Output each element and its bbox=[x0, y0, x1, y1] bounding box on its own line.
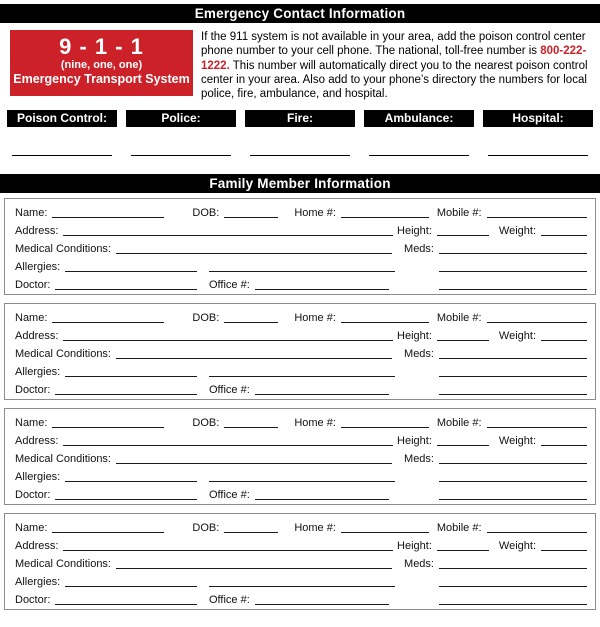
address-field-line[interactable] bbox=[63, 340, 393, 341]
dob-label: DOB: bbox=[192, 312, 220, 325]
instructions-text-after: This number will automatically direct you to the nearest poison control center in your area. Also add to your phone’s directory the numbers for local police, fire, ambulance, and hospital. bbox=[201, 59, 588, 101]
doctor-label: Doctor: bbox=[15, 384, 51, 397]
name-row bbox=[15, 517, 587, 535]
medical-conditions-field-line[interactable] bbox=[116, 568, 392, 569]
911-subtitle: Emergency Transport System bbox=[13, 72, 190, 86]
hospital-number-line[interactable] bbox=[488, 155, 588, 156]
office-phone-field-line[interactable] bbox=[255, 289, 389, 290]
allergies-label: Allergies: bbox=[15, 576, 61, 589]
office-phone-label: Office #: bbox=[209, 279, 250, 292]
allergies-group bbox=[15, 576, 197, 589]
doctor-row bbox=[15, 274, 587, 292]
family-member-block bbox=[4, 303, 596, 400]
medical-conditions-label: Medical Conditions: bbox=[15, 348, 111, 361]
dob-field-line[interactable] bbox=[224, 322, 278, 323]
name-row bbox=[15, 202, 587, 220]
allergies-label: Allergies: bbox=[15, 366, 61, 379]
weight-label: Weight: bbox=[498, 225, 536, 238]
contact-label-poison-control: Poison Control: bbox=[7, 110, 117, 127]
address-row bbox=[15, 220, 587, 238]
contact-label-hospital: Hospital: bbox=[483, 110, 593, 127]
doctor-row bbox=[15, 379, 587, 397]
police-number-line[interactable] bbox=[131, 155, 231, 156]
poison-control-number-line[interactable] bbox=[12, 155, 112, 156]
doctor-group bbox=[15, 594, 197, 607]
allergies-row bbox=[15, 361, 587, 379]
medical-conditions-row bbox=[15, 238, 587, 256]
home-phone-field-line[interactable] bbox=[341, 532, 429, 533]
meds-field-line[interactable] bbox=[439, 463, 587, 464]
address-row bbox=[15, 535, 587, 553]
fire-number-line[interactable] bbox=[250, 155, 350, 156]
911-phonetic: (nine, one, one) bbox=[60, 59, 143, 71]
top-section bbox=[10, 30, 597, 101]
address-label: Address: bbox=[15, 435, 59, 448]
dob-label: DOB: bbox=[192, 417, 220, 430]
doctor-group bbox=[15, 279, 197, 292]
name-field-line[interactable] bbox=[52, 322, 164, 323]
allergies-field-line[interactable] bbox=[65, 586, 197, 587]
doctor-group bbox=[15, 489, 197, 502]
address-row bbox=[15, 325, 587, 343]
contact-label-ambulance: Ambulance: bbox=[364, 110, 474, 127]
instructions-text-before: If the 911 system is not available in your area, add the poison control center phone number to your cell phone. The national, toll-free number is bbox=[201, 31, 586, 58]
meds-extra-line-1[interactable] bbox=[439, 586, 587, 587]
height-field-line[interactable] bbox=[437, 550, 489, 551]
family-member-header bbox=[0, 174, 600, 193]
height-field-line[interactable] bbox=[437, 340, 489, 341]
allergies-extra-line[interactable] bbox=[209, 481, 395, 482]
home-phone-field-line[interactable] bbox=[341, 427, 429, 428]
contact-label-police: Police: bbox=[126, 110, 236, 127]
name-field-line[interactable] bbox=[52, 427, 164, 428]
mobile-phone-label: Mobile #: bbox=[436, 312, 482, 325]
medical-conditions-field-line[interactable] bbox=[116, 358, 392, 359]
office-phone-field-line[interactable] bbox=[255, 604, 389, 605]
doctor-field-line[interactable] bbox=[55, 604, 197, 605]
mobile-phone-field-line[interactable] bbox=[487, 217, 587, 218]
doctor-row bbox=[15, 589, 587, 607]
mobile-phone-field-line[interactable] bbox=[487, 322, 587, 323]
weight-field-line[interactable] bbox=[541, 235, 587, 236]
office-phone-label: Office #: bbox=[209, 384, 250, 397]
home-phone-field-line[interactable] bbox=[341, 217, 429, 218]
family-member-block bbox=[4, 408, 596, 505]
mobile-phone-label: Mobile #: bbox=[436, 522, 482, 535]
meds-extra-line-1[interactable] bbox=[439, 481, 587, 482]
height-field-line[interactable] bbox=[437, 235, 489, 236]
meds-field-line[interactable] bbox=[439, 358, 587, 359]
address-label: Address: bbox=[15, 540, 59, 553]
dob-field-line[interactable] bbox=[224, 217, 278, 218]
medical-conditions-row bbox=[15, 448, 587, 466]
height-label: Height: bbox=[397, 540, 432, 553]
allergies-field-line[interactable] bbox=[65, 481, 197, 482]
name-label: Name: bbox=[15, 417, 48, 430]
weight-field-line[interactable] bbox=[541, 550, 587, 551]
weight-label: Weight: bbox=[498, 330, 536, 343]
home-phone-label: Home #: bbox=[294, 312, 336, 325]
address-field-line[interactable] bbox=[63, 550, 393, 551]
doctor-label: Doctor: bbox=[15, 279, 51, 292]
home-phone-label: Home #: bbox=[294, 417, 336, 430]
meds-label: Meds: bbox=[404, 453, 434, 466]
allergies-extra-line[interactable] bbox=[209, 586, 395, 587]
allergies-group bbox=[15, 366, 197, 379]
weight-field-line[interactable] bbox=[541, 445, 587, 446]
allergies-field-line[interactable] bbox=[65, 376, 197, 377]
medical-conditions-row bbox=[15, 343, 587, 361]
height-label: Height: bbox=[397, 225, 432, 238]
family-member-header-title: Family Member Information bbox=[209, 176, 391, 192]
family-members bbox=[4, 198, 596, 610]
poison-control-instructions bbox=[201, 30, 597, 101]
height-field-line[interactable] bbox=[437, 445, 489, 446]
mobile-phone-label: Mobile #: bbox=[436, 207, 482, 220]
allergies-row bbox=[15, 256, 587, 274]
doctor-field-line[interactable] bbox=[55, 289, 197, 290]
weight-label: Weight: bbox=[498, 435, 536, 448]
address-row bbox=[15, 430, 587, 448]
ambulance-number-line[interactable] bbox=[369, 155, 469, 156]
height-label: Height: bbox=[397, 435, 432, 448]
meds-extra-line-2[interactable] bbox=[439, 289, 587, 290]
allergies-label: Allergies: bbox=[15, 261, 61, 274]
weight-label: Weight: bbox=[498, 540, 536, 553]
dob-label: DOB: bbox=[192, 522, 220, 535]
meds-extra-line-2[interactable] bbox=[439, 394, 587, 395]
address-field-line[interactable] bbox=[63, 235, 393, 236]
doctor-group bbox=[15, 384, 197, 397]
home-phone-label: Home #: bbox=[294, 522, 336, 535]
allergies-extra-line[interactable] bbox=[209, 271, 395, 272]
meds-label: Meds: bbox=[404, 558, 434, 571]
name-row bbox=[15, 412, 587, 430]
mobile-phone-field-line[interactable] bbox=[487, 427, 587, 428]
name-label: Name: bbox=[15, 522, 48, 535]
office-phone-label: Office #: bbox=[209, 594, 250, 607]
doctor-field-line[interactable] bbox=[55, 394, 197, 395]
emergency-contact-header bbox=[0, 4, 600, 23]
contact-label-fire: Fire: bbox=[245, 110, 355, 127]
medical-conditions-label: Medical Conditions: bbox=[15, 453, 111, 466]
office-phone-label: Office #: bbox=[209, 489, 250, 502]
allergies-field-line[interactable] bbox=[65, 271, 197, 272]
name-row bbox=[15, 307, 587, 325]
name-label: Name: bbox=[15, 207, 48, 220]
dob-field-line[interactable] bbox=[224, 532, 278, 533]
height-label: Height: bbox=[397, 330, 432, 343]
medical-conditions-label: Medical Conditions: bbox=[15, 243, 111, 256]
meds-extra-line-2[interactable] bbox=[439, 499, 587, 500]
allergies-group bbox=[15, 471, 197, 484]
allergies-row bbox=[15, 571, 587, 589]
poison-control-phone-number: 800-222-1222. bbox=[201, 45, 587, 72]
medical-conditions-field-line[interactable] bbox=[116, 253, 392, 254]
doctor-label: Doctor: bbox=[15, 594, 51, 607]
doctor-field-line[interactable] bbox=[55, 499, 197, 500]
office-phone-field-line[interactable] bbox=[255, 499, 389, 500]
name-field-line[interactable] bbox=[52, 217, 164, 218]
mobile-phone-label: Mobile #: bbox=[436, 417, 482, 430]
contact-labels-row bbox=[7, 110, 593, 127]
meds-label: Meds: bbox=[404, 243, 434, 256]
family-member-block bbox=[4, 513, 596, 610]
meds-extra-line-2[interactable] bbox=[439, 604, 587, 605]
address-label: Address: bbox=[15, 225, 59, 238]
contact-number-lines-row bbox=[12, 155, 588, 156]
911-infobox bbox=[10, 30, 193, 96]
family-member-block bbox=[4, 198, 596, 295]
home-phone-label: Home #: bbox=[294, 207, 336, 220]
mobile-phone-field-line[interactable] bbox=[487, 532, 587, 533]
name-label: Name: bbox=[15, 312, 48, 325]
meds-extra-line-1[interactable] bbox=[439, 376, 587, 377]
doctor-row bbox=[15, 484, 587, 502]
weight-field-line[interactable] bbox=[541, 340, 587, 341]
meds-field-line[interactable] bbox=[439, 253, 587, 254]
address-label: Address: bbox=[15, 330, 59, 343]
office-phone-field-line[interactable] bbox=[255, 394, 389, 395]
name-field-line[interactable] bbox=[52, 532, 164, 533]
medical-conditions-label: Medical Conditions: bbox=[15, 558, 111, 571]
home-phone-field-line[interactable] bbox=[341, 322, 429, 323]
meds-extra-line-1[interactable] bbox=[439, 271, 587, 272]
911-number: 9 - 1 - 1 bbox=[59, 34, 144, 59]
dob-label: DOB: bbox=[192, 207, 220, 220]
allergies-extra-line[interactable] bbox=[209, 376, 395, 377]
emergency-contact-header-title: Emergency Contact Information bbox=[194, 6, 406, 21]
medical-conditions-field-line[interactable] bbox=[116, 463, 392, 464]
allergies-row bbox=[15, 466, 587, 484]
dob-field-line[interactable] bbox=[224, 427, 278, 428]
doctor-label: Doctor: bbox=[15, 489, 51, 502]
allergies-group bbox=[15, 261, 197, 274]
medical-conditions-row bbox=[15, 553, 587, 571]
address-field-line[interactable] bbox=[63, 445, 393, 446]
meds-label: Meds: bbox=[404, 348, 434, 361]
meds-field-line[interactable] bbox=[439, 568, 587, 569]
allergies-label: Allergies: bbox=[15, 471, 61, 484]
